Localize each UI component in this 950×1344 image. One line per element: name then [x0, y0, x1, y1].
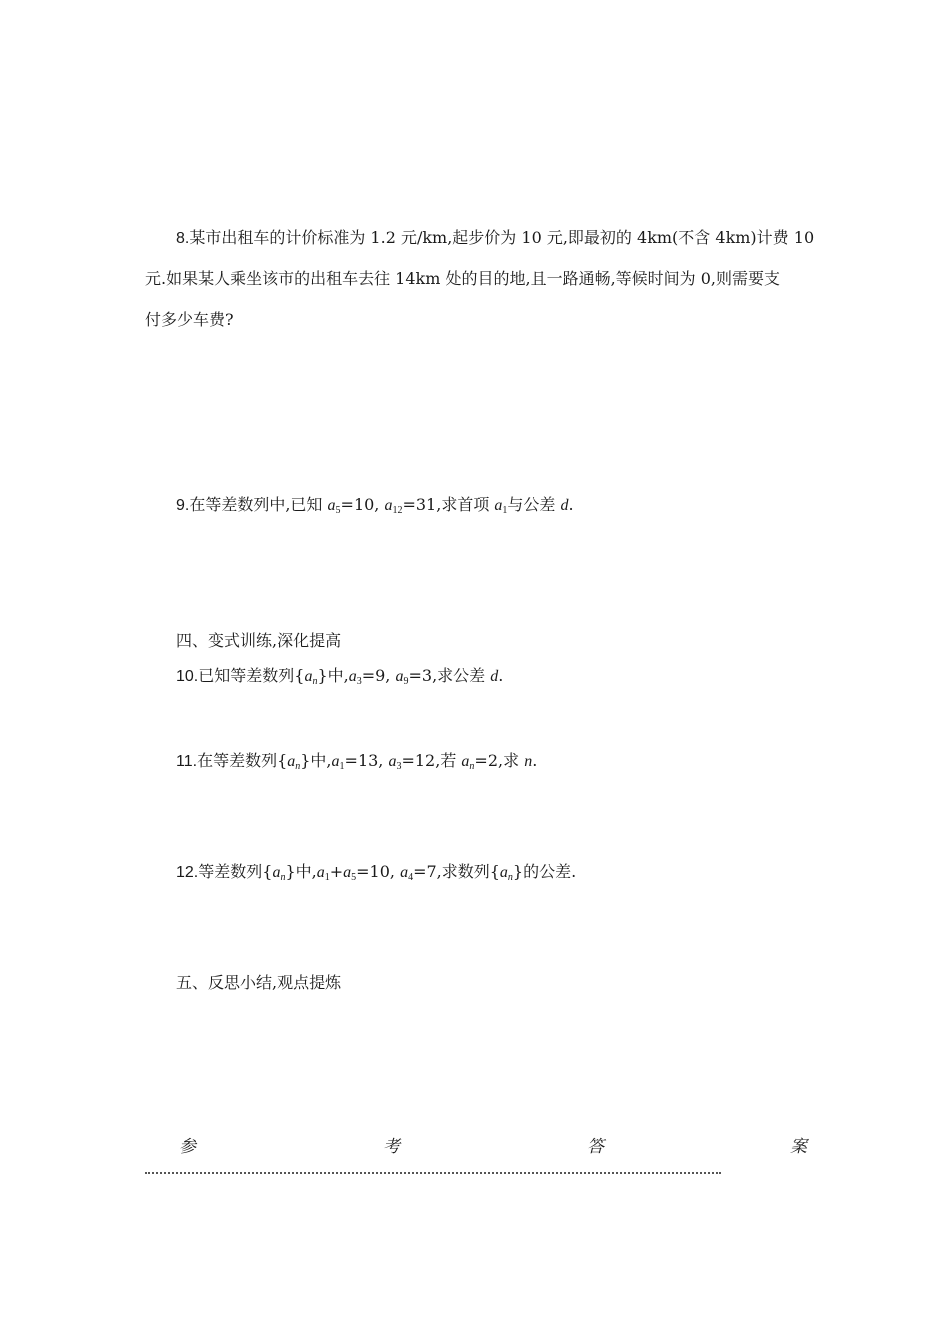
math-sub: n	[295, 761, 301, 772]
math-sub: n	[312, 676, 318, 687]
q9-line	[176, 495, 574, 521]
q9-text: =10,	[340, 495, 385, 514]
q8-line-3: 付多少车费?	[145, 310, 234, 329]
answers-char-2: 考	[383, 1137, 400, 1157]
q8-line-2: 元.如果某人乘坐该市的出租车去往 14km 处的目的地,且一路通畅,等候时间为 0,则需要支	[145, 269, 781, 288]
math-var-d: d	[490, 668, 499, 685]
q12-text: }的公差.	[512, 862, 577, 881]
math-sub: 9	[403, 676, 409, 687]
math-var-a: a	[316, 864, 325, 881]
q11-line	[176, 751, 537, 777]
answers-char-4: 案	[790, 1137, 807, 1157]
math-sub: 1	[324, 872, 330, 883]
q9-text: .	[568, 495, 574, 514]
q10-number: 10.	[176, 668, 199, 685]
math-var-a: a	[384, 497, 393, 514]
math-var-a: a	[287, 753, 296, 770]
q10-text: =9,	[361, 666, 396, 685]
answers-heading	[176, 1132, 810, 1156]
math-var-a: a	[499, 864, 508, 881]
math-sub: 1	[502, 505, 508, 516]
math-var-a: a	[343, 864, 352, 881]
math-sub: 3	[356, 676, 362, 687]
math-sub: 5	[351, 872, 357, 883]
math-sub: n	[507, 872, 513, 883]
math-var-n: n	[524, 753, 533, 770]
math-var-a: a	[388, 753, 397, 770]
q9-text: 与公差	[507, 495, 561, 514]
q12-text: 等差数列{	[198, 862, 273, 881]
section-4-heading: 四、变式训练,深化提高	[176, 631, 342, 650]
math-sub: n	[469, 761, 475, 772]
q11-text: .	[532, 751, 538, 770]
math-var-a: a	[395, 668, 404, 685]
section-5-heading: 五、反思小结,观点提炼	[176, 973, 342, 992]
q9-text: 在等差数列中,已知	[189, 495, 328, 514]
math-sub: 4	[408, 872, 414, 883]
q11-text: =2,求	[474, 751, 525, 770]
q8-number: 8.	[176, 230, 190, 247]
math-var-a: a	[331, 753, 340, 770]
q10-text: }中,	[317, 666, 349, 685]
q8-text-1: 某市出租车的计价标准为 1.2 元/km,起步价为 10 元,即最初的 4km(不含 4km)计费 10	[189, 228, 815, 247]
q10-text: 已知等差数列{	[198, 666, 305, 685]
math-var-a: a	[304, 668, 313, 685]
math-sub: 5	[335, 505, 341, 516]
q11-number: 11.	[176, 753, 198, 770]
q9-number: 9.	[176, 497, 190, 514]
q11-text: =12,若	[401, 751, 462, 770]
q12-text: =10,	[356, 862, 401, 881]
dotted-divider	[145, 1172, 721, 1174]
math-sub: n	[280, 872, 286, 883]
math-var-a: a	[461, 753, 470, 770]
q12-text: }中,	[285, 862, 317, 881]
q11-text: 在等差数列{	[197, 751, 288, 770]
math-sub: 1	[339, 761, 345, 772]
q12-text: +	[329, 862, 344, 881]
math-sub: 3	[396, 761, 402, 772]
math-var-a: a	[327, 497, 336, 514]
q11-text: =13,	[344, 751, 389, 770]
math-var-a: a	[272, 864, 281, 881]
math-var-a: a	[494, 497, 503, 514]
answers-char-3: 答	[587, 1137, 604, 1157]
math-var-d: d	[560, 497, 569, 514]
math-var-a: a	[348, 668, 357, 685]
q10-text: .	[498, 666, 504, 685]
math-sub: 12	[392, 505, 403, 516]
q10-text: =3,求公差	[408, 666, 491, 685]
q12-text: =7,求数列{	[413, 862, 500, 881]
q10-line	[176, 666, 503, 692]
q9-text: =31,求首项	[402, 495, 495, 514]
q11-text: }中,	[300, 751, 332, 770]
q8-line-1	[176, 228, 814, 249]
q12-line	[176, 862, 576, 888]
q12-number: 12.	[176, 864, 199, 881]
answers-char-1: 参	[179, 1137, 196, 1157]
math-var-a: a	[400, 864, 409, 881]
